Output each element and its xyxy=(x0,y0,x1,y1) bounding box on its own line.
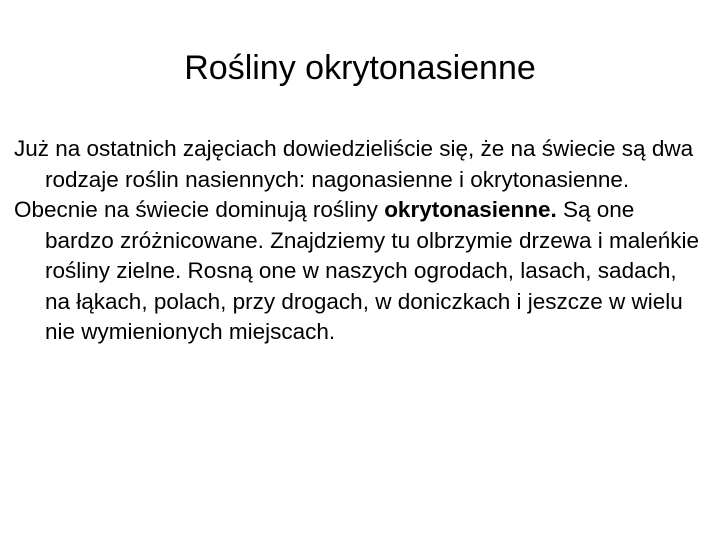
paragraph-main xyxy=(14,195,704,348)
slide-title: Rośliny okrytonasienne xyxy=(184,49,536,87)
paragraph-main-rest: Są one bardzo zróżnicowane. Znajdziemy tu olbrzymie drzewa i maleńkie rośliny zielne. Rosną one w naszych ogrodach, lasach, sadach, na łąkach, polach, przy drogach, w doniczkach i jeszcze w wielu nie wymienionych miejscach. xyxy=(45,197,700,344)
slide-body xyxy=(14,134,704,348)
paragraph-main-bold-term: okrytonasienne. xyxy=(384,197,557,222)
paragraph-main-start: Obecnie na świecie dominują rośliny xyxy=(14,197,385,222)
paragraph-intro: Już na ostatnich zajęciach dowiedzieliście się, że na świecie są dwa rodzaje roślin nasiennych: nagonasienne i okrytonasienne. xyxy=(14,136,694,192)
